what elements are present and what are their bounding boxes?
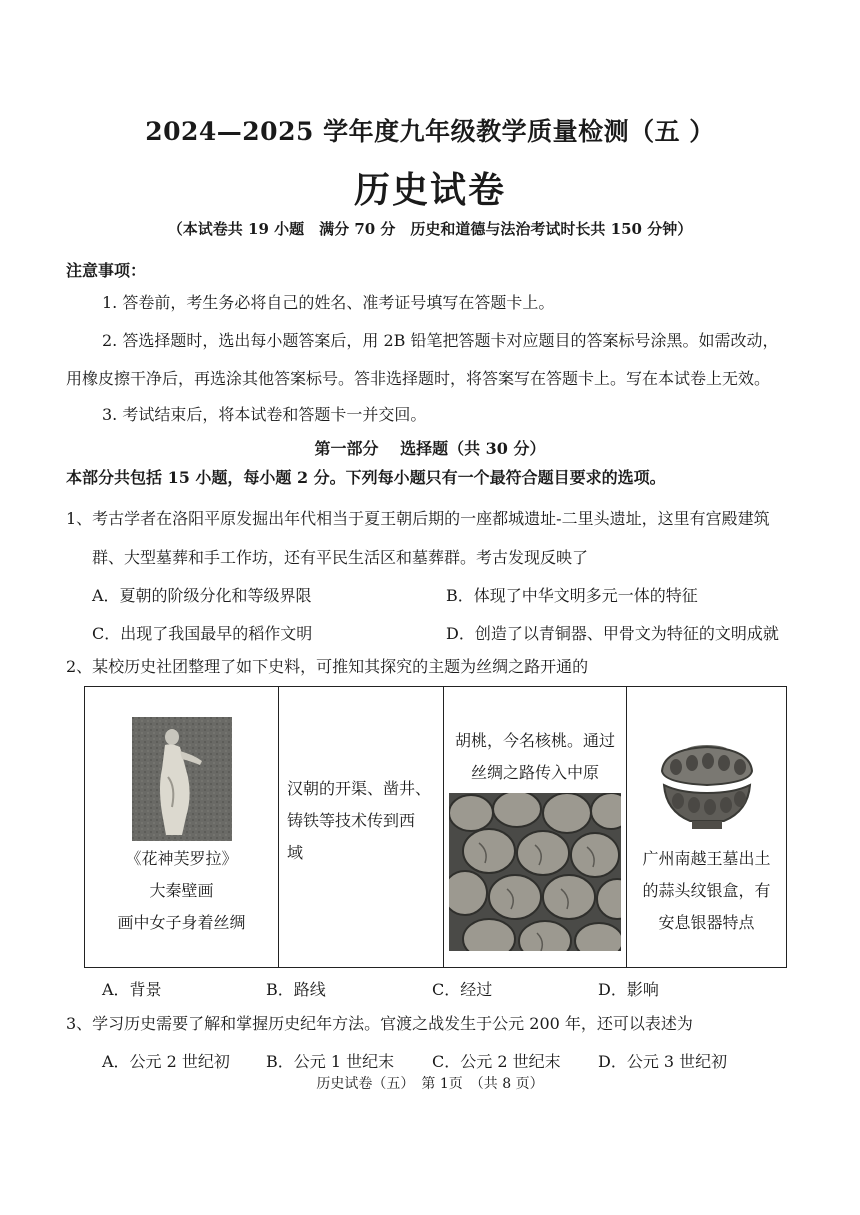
q1-option-c: C．出现了我国最早的稻作文明 [92, 624, 313, 643]
q3-option-a: A．公元 2 世纪初 [102, 1052, 230, 1071]
q2-cell-technology [279, 687, 444, 968]
q1-option-d: D．创造了以青铜器、甲骨文为特征的文明成就 [446, 624, 779, 643]
silver-box-text-line1: 广州南越王墓出土 [642, 849, 771, 868]
q1-option-b: B．体现了中华文明多元一体的特征 [446, 586, 698, 605]
technology-text-line1: 汉朝的开渠、凿井、 [287, 779, 432, 798]
walnut-image [449, 793, 621, 951]
q2-option-a: A．背景 [102, 980, 162, 999]
notice-item-2: 2. 答选择题时，选出每小题答案后，用 2B 铅笔把答题卡对应题目的答案标号涂黑。如需改动， [102, 331, 779, 350]
notice-heading: 注意事项： [66, 261, 147, 280]
section-instruction: 本部分共包括 15 小题，每小题 2 分。下列每小题只有一个最符合题目要求的选项。 [66, 468, 666, 487]
exam-title: 2024—2025 学年度九年级教学质量检测（五 ） [145, 117, 715, 146]
q2-cell-silver-box [627, 687, 787, 968]
fresco-caption-title: 《花神芙罗拉》 [125, 849, 238, 868]
silver-box-image [654, 737, 760, 833]
q3-option-d: D．公元 3 世纪初 [598, 1052, 728, 1071]
notice-item-3: 3. 考试结束后，将本试卷和答题卡一并交回。 [102, 405, 427, 424]
q2-cell-fresco [85, 687, 279, 968]
notice-item-1: 1. 答卷前，考生务必将自己的姓名、准考证号填写在答题卡上。 [102, 293, 555, 312]
exam-subject-title: 历史试卷 [353, 169, 506, 211]
q1-stem-line1: 1、考古学者在洛阳平原发掘出年代相当于夏王朝后期的一座都城遗址-二里头遗址，这里有宫殿建筑 [66, 509, 770, 528]
fresco-caption-source: 大秦壁画 [149, 881, 214, 900]
q2-option-c: C．经过 [432, 980, 493, 999]
exam-subtitle: （本试卷共 19 小题 满分 70 分 历史和道德与法治考试时长共 150 分钟） [167, 220, 693, 238]
fresco-caption-desc: 画中女子身着丝绸 [117, 913, 246, 932]
page-footer: 历史试卷（五） 第 1页 （共 8 页） [316, 1076, 544, 1092]
q2-source-table [84, 686, 787, 968]
walnut-text-line2: 丝绸之路传入中原 [470, 763, 599, 782]
technology-text-line3: 域 [287, 843, 304, 862]
q1-stem-line2: 群、大型墓葬和手工作坊，还有平民生活区和墓葬群。考古发现反映了 [92, 548, 589, 567]
q2-option-d: D．影响 [598, 980, 659, 999]
silver-box-text-line3: 安息银器特点 [658, 913, 755, 932]
q2-option-b: B．路线 [266, 980, 326, 999]
q2-cell-walnut [444, 687, 627, 968]
q3-option-c: C．公元 2 世纪末 [432, 1052, 561, 1071]
technology-text-line2: 铸铁等技术传到西 [287, 811, 416, 830]
q3-stem: 3、学习历史需要了解和掌握历史纪年方法。官渡之战发生于公元 200 年，还可以表述为 [66, 1014, 693, 1033]
fresco-image [132, 717, 232, 841]
notice-item-2-cont: 用橡皮擦干净后，再选涂其他答案标号。答非选择题时，将答案写在答题卡上。写在本试卷上无效。 [66, 369, 771, 388]
walnut-text-line1: 胡桃，今名核桃。通过 [454, 731, 615, 750]
section-title: 第一部分 选择题（共 30 分） [314, 439, 546, 458]
silver-box-text-line2: 的蒜头纹银盒，有 [642, 881, 771, 900]
q1-option-a: A．夏朝的阶级分化和等级界限 [92, 586, 312, 605]
q3-option-b: B．公元 1 世纪末 [266, 1052, 395, 1071]
q2-stem: 2、某校历史社团整理了如下史料，可推知其探究的主题为丝绸之路开通的 [66, 657, 589, 676]
